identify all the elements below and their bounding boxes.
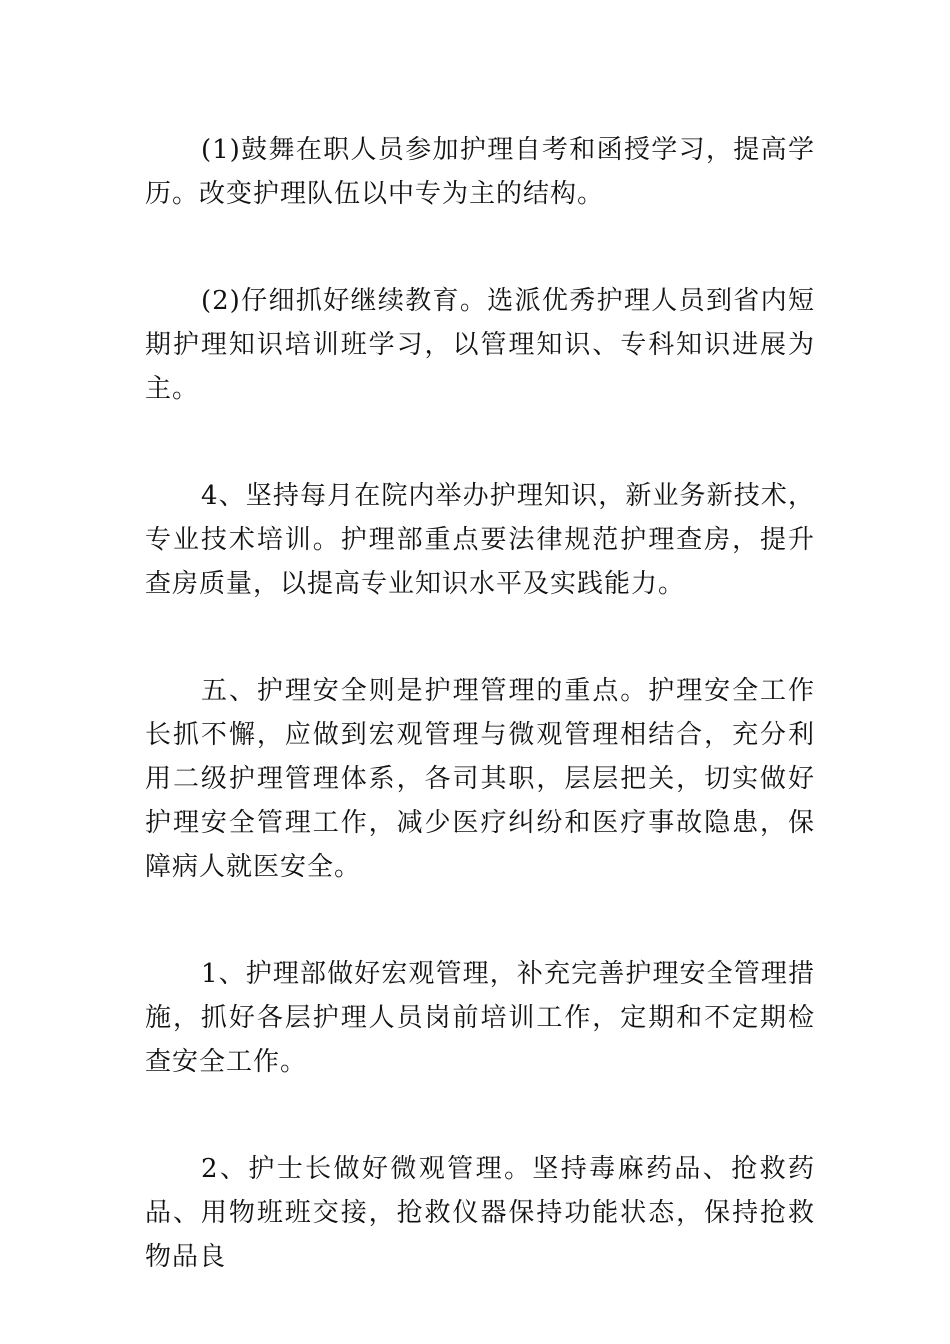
paragraph-macro-management: 1、护理部做好宏观管理，补充完善护理安全管理措施，抓好各层护理人员岗前培训工作，定期和不定期检查安全工作。 [145, 959, 815, 1077]
paragraph-continuing-education-1: (1)鼓舞在职人员参加护理自考和函授学习，提高学历。改变护理队伍以中专为主的结构。 [145, 135, 815, 209]
paragraph-monthly-training: 4、坚持每月在院内举办护理知识，新业务新技术，专业技术培训。护理部重点要法律规范护理查房，提升查房质量，以提高专业知识水平及实践能力。 [145, 481, 815, 599]
paragraph-micro-management: 2、护士长做好微观管理。坚持毒麻药品、抢救药品、用物班班交接，抢救仪器保持功能状态，保持抢救物品良 [145, 1154, 815, 1272]
document-body [145, 128, 815, 1279]
paragraph-continuing-education-2: (2)仔细抓好继续教育。选派优秀护理人员到省内短期护理知识培训班学习，以管理知识、专科知识进展为主。 [145, 286, 815, 404]
paragraph-nursing-safety: 五、护理安全则是护理管理的重点。护理安全工作长抓不懈，应做到宏观管理与微观管理相结合，充分利用二级护理管理体系，各司其职，层层把关，切实做好护理安全管理工作，减少医疗纠纷和医疗事故隐患，保障病人就医安全。 [145, 676, 815, 882]
